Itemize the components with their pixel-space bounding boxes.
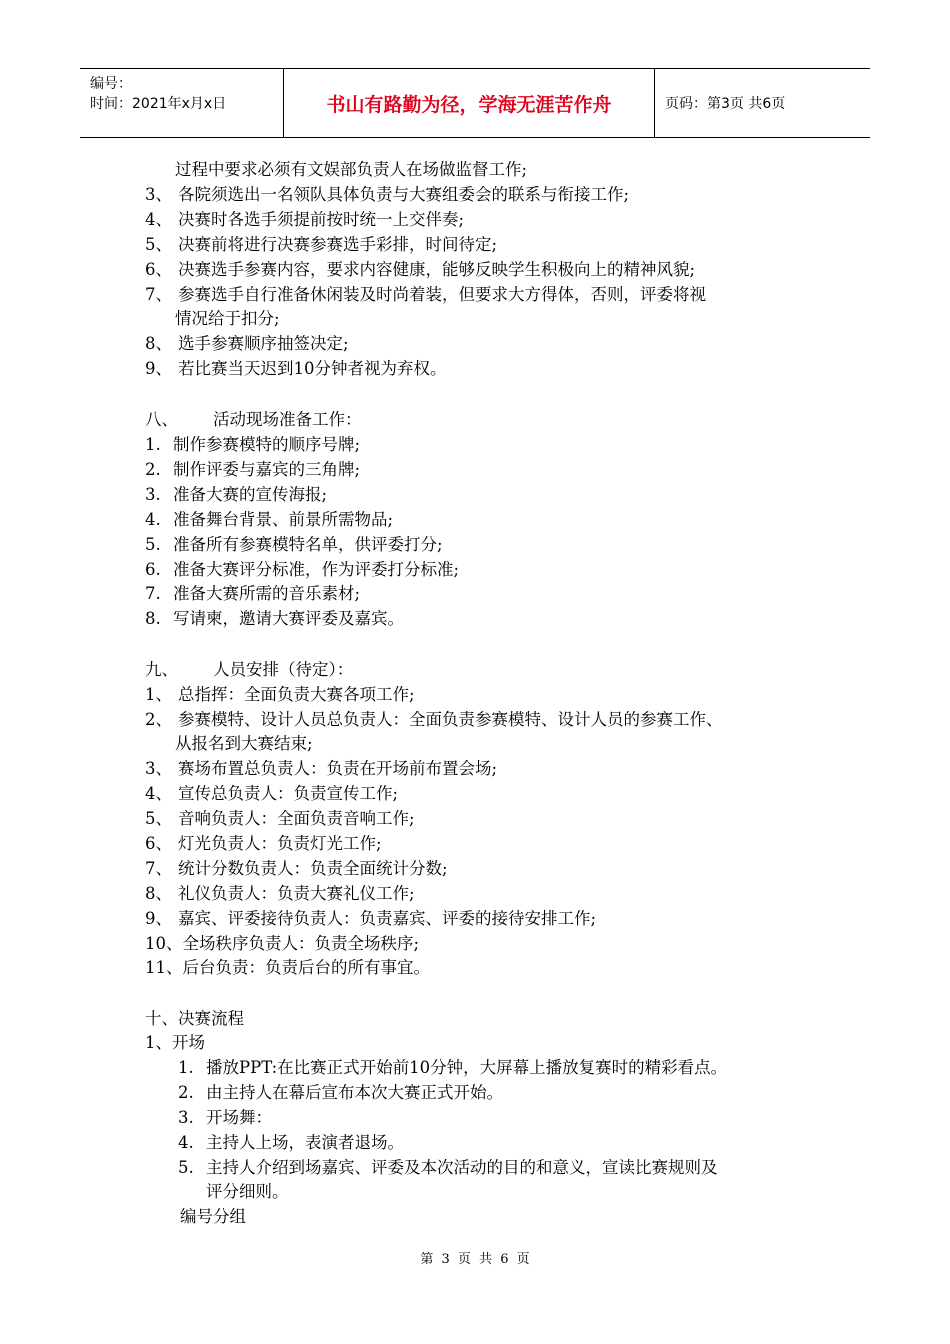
code-label: 编号：: [90, 76, 132, 92]
header-page-label: 页码：第3页 共6页: [665, 96, 786, 112]
list-item: 4. 准备舞台背景、前景所需物品;: [145, 510, 394, 529]
list-item: 3、 各院须选出一名领队具体负责与大赛组委会的联系与衔接工作;: [145, 185, 630, 204]
list-item: 8、 礼仪负责人：负责大赛礼仪工作;: [145, 884, 415, 903]
line: 从报名到大赛结束;: [175, 734, 313, 753]
list-item: 10、全场秩序负责人：负责全场秩序;: [145, 934, 420, 953]
list-item: 5、 音响负责人：全面负责音响工作;: [145, 809, 415, 828]
page-header: [80, 68, 870, 138]
list-item: 1. 制作参赛模特的顺序号牌;: [145, 435, 361, 454]
list-item: 7、 统计分数负责人：负责全面统计分数;: [145, 859, 448, 878]
list-item: 1、 总指挥：全面负责大赛各项工作;: [145, 685, 415, 704]
list-item: 7、 参赛选手自行准备休闲装及时尚着装，但要求大方得体，否则，评委将视: [145, 285, 706, 304]
header-meta-cell: [80, 69, 283, 137]
list-item: 3. 准备大赛的宣传海报;: [145, 485, 328, 504]
list-item: 11、后台负责：负责后台的所有事宜。: [145, 958, 430, 977]
list-item: 8. 写请柬，邀请大赛评委及嘉宾。: [145, 609, 404, 628]
list-item: 6. 准备大赛评分标准，作为评委打分标准;: [145, 560, 460, 579]
list-item: 5、 决赛前将进行决赛参赛选手彩排，时间待定;: [145, 235, 498, 254]
list-item: 5. 主持人介绍到场嘉宾、评委及本次活动的目的和意义，宣读比赛规则及: [178, 1158, 718, 1177]
list-item: 3. 开场舞：: [178, 1108, 272, 1127]
list-item: 5. 准备所有参赛模特名单，供评委打分;: [145, 535, 443, 554]
line: 情况给于扣分;: [175, 309, 280, 328]
list-item: 6、 灯光负责人：负责灯光工作;: [145, 834, 382, 853]
list-item: 7. 准备大赛所需的音乐素材;: [145, 584, 361, 603]
list-item: 6、 决赛选手参赛内容，要求内容健康，能够反映学生积极向上的精神风貌;: [145, 260, 696, 279]
line: 过程中要求必须有文娱部负责人在场做监督工作;: [175, 160, 528, 179]
list-item: 2. 制作评委与嘉宾的三角牌;: [145, 460, 361, 479]
list-item: 4、 宣传总负责人：负责宣传工作;: [145, 784, 399, 803]
list-item: 2、 参赛模特、设计人员总负责人：全面负责参赛模特、设计人员的参赛工作、: [145, 710, 723, 729]
section-heading: 九、 人员安排（待定）：: [145, 660, 354, 679]
time-label: 时间：2021年x月x日: [90, 96, 227, 112]
list-item: 8、 选手参赛顺序抽签决定;: [145, 334, 349, 353]
page-footer: 第 3 页 共 6 页: [420, 1252, 530, 1267]
list-item: 3、 赛场布置总负责人：负责在开场前布置会场;: [145, 759, 498, 778]
section-heading: 十、决赛流程: [145, 1009, 244, 1028]
header-motto: 书山有路勤为径，学海无涯苦作舟: [283, 69, 655, 137]
line: 编号分组: [180, 1207, 246, 1226]
list-item: 1. 播放PPT:在比赛正式开始前10分钟，大屏幕上播放复赛时的精彩看点。: [178, 1058, 728, 1077]
list-item: 2. 由主持人在幕后宣布本次大赛正式开始。: [178, 1083, 503, 1102]
list-item: 9、 若比赛当天迟到10分钟者视为弃权。: [145, 359, 447, 378]
line: 评分细则。: [206, 1182, 289, 1201]
list-item: 4、 决赛时各选手须提前按时统一上交伴奏;: [145, 210, 465, 229]
section-heading: 八、 活动现场准备工作：: [145, 410, 362, 429]
list-item: 9、 嘉宾、评委接待负责人：负责嘉宾、评委的接待安排工作;: [145, 909, 597, 928]
list-item: 4. 主持人上场，表演者退场。: [178, 1133, 404, 1152]
subsection-heading: 1、开场: [145, 1033, 205, 1052]
